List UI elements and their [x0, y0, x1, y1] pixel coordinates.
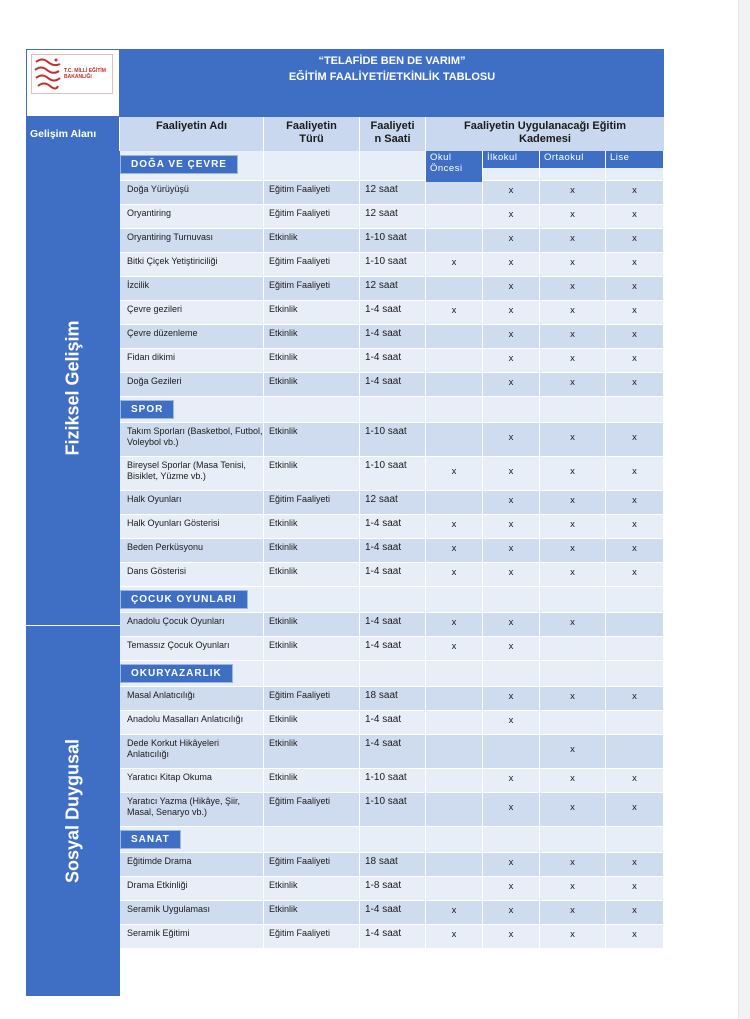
activity-hours: 1-4 saat [360, 349, 426, 372]
activity-name: Dede Korkut Hikâyeleri Anlatıcılığı [120, 735, 264, 768]
level-cell [540, 827, 606, 852]
table-header [26, 49, 664, 117]
level-mark: x [540, 613, 606, 636]
activity-name: Oryantiring [120, 205, 264, 228]
level-header-cell [540, 151, 606, 180]
table-row [120, 423, 664, 457]
activity-type: Etkinlik [264, 349, 360, 372]
table-row [120, 793, 664, 827]
level-mark: x [426, 301, 483, 324]
level-mark: x [483, 901, 540, 924]
level-mark: x [540, 515, 606, 538]
table-row [120, 925, 664, 949]
section-hours-cell [360, 661, 426, 686]
table-row [120, 539, 664, 563]
page-edge [738, 0, 750, 1019]
activity-hours: 12 saat [360, 181, 426, 204]
level-mark: x [483, 793, 540, 826]
level-mark [426, 373, 483, 396]
section-hours-cell [360, 151, 426, 180]
activity-type: Etkinlik [264, 711, 360, 734]
level-mark [606, 637, 664, 660]
activity-name: Dans Gösterisi [120, 563, 264, 586]
level-cell [483, 827, 540, 852]
table-row [120, 373, 664, 397]
level-cell [426, 397, 483, 422]
level-mark [426, 229, 483, 252]
level-mark [426, 735, 483, 768]
section-row [120, 397, 664, 423]
level-mark: x [606, 901, 664, 924]
level-mark: x [606, 539, 664, 562]
activity-type: Eğitim Faaliyeti [264, 925, 360, 948]
activity-type: Eğitim Faaliyeti [264, 181, 360, 204]
level-mark: x [540, 301, 606, 324]
activity-type: Etkinlik [264, 769, 360, 792]
area-social-label: Sosyal Duygusal [62, 738, 83, 884]
activity-name: Anadolu Çocuk Oyunları [120, 613, 264, 636]
column-hours [360, 117, 426, 151]
level-mark: x [606, 457, 664, 490]
activity-type: Eğitim Faaliyeti [264, 491, 360, 514]
level-cell [606, 827, 664, 852]
level-mark: x [483, 229, 540, 252]
column-name: Faaliyetin Adı [120, 117, 264, 151]
level-cell [540, 661, 606, 686]
level-mark: x [540, 423, 606, 456]
level-mark: x [606, 853, 664, 876]
level-mark: x [606, 515, 664, 538]
level-mark: x [540, 349, 606, 372]
activity-hours: 1-4 saat [360, 563, 426, 586]
activity-name: Anadolu Masalları Anlatıcılığı [120, 711, 264, 734]
table-row [120, 877, 664, 901]
level-mark: x [540, 901, 606, 924]
level-mark: x [483, 637, 540, 660]
activity-hours: 12 saat [360, 205, 426, 228]
activity-hours: 1-4 saat [360, 637, 426, 660]
level-mark: x [540, 687, 606, 710]
activity-type: Etkinlik [264, 901, 360, 924]
level-mark [426, 277, 483, 300]
level-mark [426, 687, 483, 710]
table-row [120, 325, 664, 349]
section-type-cell [264, 827, 360, 852]
table-row [120, 735, 664, 769]
activity-type: Etkinlik [264, 457, 360, 490]
activity-hours: 1-10 saat [360, 229, 426, 252]
level-cell [483, 397, 540, 422]
activity-name: Çevre düzenleme [120, 325, 264, 348]
table-row [120, 853, 664, 877]
level-mark: x [540, 229, 606, 252]
level-mark: x [606, 687, 664, 710]
activity-type: Etkinlik [264, 229, 360, 252]
level-mark [606, 613, 664, 636]
activity-name: Çevre gezileri [120, 301, 264, 324]
table-row [120, 901, 664, 925]
level-mark: x [483, 205, 540, 228]
level-mark: x [540, 853, 606, 876]
level-cell [540, 397, 606, 422]
level-mark: x [483, 711, 540, 734]
activity-type: Eğitim Faaliyeti [264, 793, 360, 826]
level-mark [426, 181, 483, 204]
area-physical [26, 151, 120, 626]
table-row [120, 349, 664, 373]
level-mark [426, 793, 483, 826]
level-cell [540, 587, 606, 612]
table-row [120, 613, 664, 637]
activity-name: Masal Anlatıcılığı [120, 687, 264, 710]
level-mark [606, 711, 664, 734]
table-row [120, 769, 664, 793]
section-type-cell [264, 661, 360, 686]
activity-type: Eğitim Faaliyeti [264, 687, 360, 710]
level-mark: x [540, 457, 606, 490]
level-mark: x [540, 491, 606, 514]
level-mark [426, 877, 483, 900]
level-mark: x [606, 277, 664, 300]
level-mark: x [483, 181, 540, 204]
level-mark: x [540, 277, 606, 300]
table-row [120, 637, 664, 661]
level-mark: x [540, 925, 606, 948]
level-header-cell [483, 151, 540, 180]
level-mark: x [426, 563, 483, 586]
area-social [26, 626, 120, 997]
level-mark [606, 735, 664, 768]
section-label: SPOR [120, 400, 174, 419]
level-mark: x [540, 205, 606, 228]
level-mark: x [540, 325, 606, 348]
activity-type: Eğitim Faaliyeti [264, 853, 360, 876]
activity-type: Etkinlik [264, 325, 360, 348]
section-hours-cell [360, 827, 426, 852]
level-mark: x [606, 253, 664, 276]
section-cell [120, 587, 264, 612]
level-mark: x [483, 539, 540, 562]
activity-hours: 1-4 saat [360, 711, 426, 734]
activity-hours: 1-4 saat [360, 515, 426, 538]
level-mark: x [606, 793, 664, 826]
level-mark: x [483, 613, 540, 636]
column-levels-line1: Faaliyetin Uygulanacağı Eğitim [464, 120, 626, 132]
section-cell [120, 151, 264, 180]
area-column [26, 151, 120, 997]
activity-hours: 1-10 saat [360, 769, 426, 792]
level-mark: x [606, 423, 664, 456]
activity-hours: 1-4 saat [360, 539, 426, 562]
section-type-cell [264, 397, 360, 422]
level-mark: x [540, 181, 606, 204]
level-mark [426, 349, 483, 372]
level-mark: x [483, 253, 540, 276]
activity-type: Eğitim Faaliyeti [264, 253, 360, 276]
level-header-cell [426, 151, 483, 180]
activity-table [26, 49, 664, 997]
table-row [120, 687, 664, 711]
level-mark: x [483, 373, 540, 396]
activity-type: Etkinlik [264, 637, 360, 660]
level-mark: x [426, 613, 483, 636]
activity-hours: 1-4 saat [360, 925, 426, 948]
section-row [120, 587, 664, 613]
activity-hours: 1-4 saat [360, 325, 426, 348]
table-row [120, 181, 664, 205]
activity-name: Seramik Uygulaması [120, 901, 264, 924]
table-row [120, 515, 664, 539]
column-header-row [26, 117, 664, 151]
level-mark: x [483, 769, 540, 792]
meb-logo [31, 54, 113, 94]
section-label: OKURYAZARLIK [120, 664, 233, 683]
level-mark [426, 711, 483, 734]
level-mark: x [540, 793, 606, 826]
activity-type: Etkinlik [264, 373, 360, 396]
activity-hours: 12 saat [360, 491, 426, 514]
level-mark: x [426, 253, 483, 276]
level-cell [606, 661, 664, 686]
level-mark: x [540, 563, 606, 586]
activity-type: Etkinlik [264, 735, 360, 768]
table-row [120, 711, 664, 735]
activity-name: Bitki Çiçek Yetiştiriciliği [120, 253, 264, 276]
section-row [120, 661, 664, 687]
section-type-cell [264, 151, 360, 180]
activity-hours: 1-4 saat [360, 373, 426, 396]
activity-hours: 1-4 saat [360, 613, 426, 636]
level-cell [426, 661, 483, 686]
level-mark: x [483, 457, 540, 490]
level-header-3: Ortaokul [540, 151, 605, 168]
activity-name: Yaratıcı Kitap Okuma [120, 769, 264, 792]
level-cell [483, 661, 540, 686]
level-mark: x [606, 491, 664, 514]
section-row [120, 151, 664, 181]
level-mark: x [606, 563, 664, 586]
activity-hours: 18 saat [360, 853, 426, 876]
column-levels [426, 117, 664, 151]
level-mark: x [540, 253, 606, 276]
activity-name: Oryantiring Turnuvası [120, 229, 264, 252]
table-row [120, 563, 664, 587]
activity-name: Takım Sporları (Basketbol, Futbol, Voleybol vb.) [120, 423, 264, 456]
activity-hours: 1-4 saat [360, 301, 426, 324]
level-cell [426, 587, 483, 612]
table-row [120, 457, 664, 491]
area-physical-label: Fiziksel Gelişim [62, 320, 83, 456]
level-mark: x [426, 637, 483, 660]
activity-hours: 1-10 saat [360, 423, 426, 456]
activity-hours: 1-10 saat [360, 253, 426, 276]
table-row [120, 277, 664, 301]
level-mark: x [540, 735, 606, 768]
level-mark: x [483, 491, 540, 514]
title-cell [120, 49, 664, 117]
level-mark: x [606, 349, 664, 372]
level-mark: x [483, 349, 540, 372]
level-header-2: İlkokul [483, 151, 539, 168]
level-mark: x [606, 301, 664, 324]
activity-hours: 1-4 saat [360, 735, 426, 768]
table-row [120, 229, 664, 253]
activity-hours: 1-8 saat [360, 877, 426, 900]
activity-type: Eğitim Faaliyeti [264, 277, 360, 300]
section-label: ÇOCUK OYUNLARI [120, 590, 248, 609]
level-mark: x [426, 457, 483, 490]
level-mark [483, 735, 540, 768]
level-mark [426, 853, 483, 876]
column-area: Gelişim Alanı [26, 117, 120, 151]
activity-name: Doğa Gezileri [120, 373, 264, 396]
level-mark: x [483, 301, 540, 324]
title-line2: EĞİTİM FAALİYETİ/ETKİNLİK TABLOSU [288, 71, 496, 83]
level-mark: x [483, 325, 540, 348]
activity-name: Doğa Yürüyüşü [120, 181, 264, 204]
level-mark: x [483, 515, 540, 538]
column-type-line1: Faaliyetin [286, 120, 337, 132]
activity-type: Etkinlik [264, 877, 360, 900]
level-cell [606, 587, 664, 612]
activity-type: Etkinlik [264, 515, 360, 538]
activity-hours: 1-10 saat [360, 457, 426, 490]
section-row [120, 827, 664, 853]
level-mark: x [483, 853, 540, 876]
level-mark: x [426, 925, 483, 948]
activity-name: Bireysel Sporlar (Masa Tenisi, Bisiklet, Yüzme vb.) [120, 457, 264, 490]
activity-hours: 18 saat [360, 687, 426, 710]
table-row [120, 301, 664, 325]
level-mark [540, 711, 606, 734]
activity-type: Etkinlik [264, 301, 360, 324]
activity-name: Drama Etkinliği [120, 877, 264, 900]
logo-text-line2: BAKANLIĞI [64, 74, 92, 80]
column-hours-line2: n Saati [374, 133, 411, 145]
level-mark: x [540, 539, 606, 562]
logo-text-line1: T.C. MİLLİ EĞİTİM [64, 68, 106, 74]
level-mark: x [426, 539, 483, 562]
level-mark: x [540, 373, 606, 396]
level-mark: x [483, 877, 540, 900]
level-mark: x [540, 769, 606, 792]
section-cell [120, 661, 264, 686]
column-levels-line2: Kademesi [519, 133, 571, 145]
activity-name: Eğitimde Drama [120, 853, 264, 876]
level-mark: x [606, 925, 664, 948]
logo-cell [26, 49, 120, 117]
table-rows [120, 151, 664, 997]
activity-name: Yaratıcı Yazma (Hikâye, Şiir, Masal, Senaryo vb.) [120, 793, 264, 826]
level-mark: x [426, 901, 483, 924]
section-cell [120, 827, 264, 852]
column-hours-line1: Faaliyeti [370, 120, 415, 132]
activity-name: Beden Perküsyonu [120, 539, 264, 562]
level-mark [426, 491, 483, 514]
table-row [120, 253, 664, 277]
section-cell [120, 397, 264, 422]
activity-name: Halk Oyunları Gösterisi [120, 515, 264, 538]
table-row [120, 205, 664, 229]
table-body [26, 151, 664, 997]
section-hours-cell [360, 397, 426, 422]
level-mark [426, 325, 483, 348]
level-mark: x [483, 563, 540, 586]
activity-type: Etkinlik [264, 423, 360, 456]
level-mark: x [606, 229, 664, 252]
level-mark: x [483, 687, 540, 710]
logo-art-icon [32, 56, 62, 92]
level-mark: x [606, 205, 664, 228]
level-mark: x [540, 877, 606, 900]
level-header-1: Okul Öncesi [426, 151, 482, 182]
activity-name: Halk Oyunları [120, 491, 264, 514]
level-mark: x [606, 373, 664, 396]
level-mark: x [483, 423, 540, 456]
level-mark [426, 769, 483, 792]
column-type [264, 117, 360, 151]
activity-type: Etkinlik [264, 563, 360, 586]
section-hours-cell [360, 587, 426, 612]
level-mark [426, 205, 483, 228]
level-cell [606, 397, 664, 422]
activity-hours: 1-4 saat [360, 901, 426, 924]
activity-name: Fidan dikimi [120, 349, 264, 372]
level-header-4: Lise [606, 151, 663, 168]
level-mark: x [606, 769, 664, 792]
section-label: DOĞA VE ÇEVRE [120, 155, 238, 174]
level-cell [426, 827, 483, 852]
section-type-cell [264, 587, 360, 612]
level-cell [483, 587, 540, 612]
title-line1: “TELAFİDE BEN DE VARIM” [318, 55, 466, 67]
level-mark: x [426, 515, 483, 538]
level-mark: x [606, 325, 664, 348]
level-mark: x [606, 877, 664, 900]
level-mark [426, 423, 483, 456]
table-row [120, 491, 664, 515]
level-header-cell [606, 151, 664, 180]
level-mark: x [483, 277, 540, 300]
activity-name: İzcilik [120, 277, 264, 300]
level-mark: x [606, 181, 664, 204]
level-mark [540, 637, 606, 660]
activity-type: Etkinlik [264, 613, 360, 636]
activity-hours: 1-10 saat [360, 793, 426, 826]
activity-type: Etkinlik [264, 539, 360, 562]
activity-name: Temassız Çocuk Oyunları [120, 637, 264, 660]
activity-type: Eğitim Faaliyeti [264, 205, 360, 228]
activity-hours: 12 saat [360, 277, 426, 300]
column-type-line2: Türü [299, 133, 324, 145]
activity-name: Seramik Eğitimi [120, 925, 264, 948]
section-label: SANAT [120, 830, 181, 849]
level-mark: x [483, 925, 540, 948]
